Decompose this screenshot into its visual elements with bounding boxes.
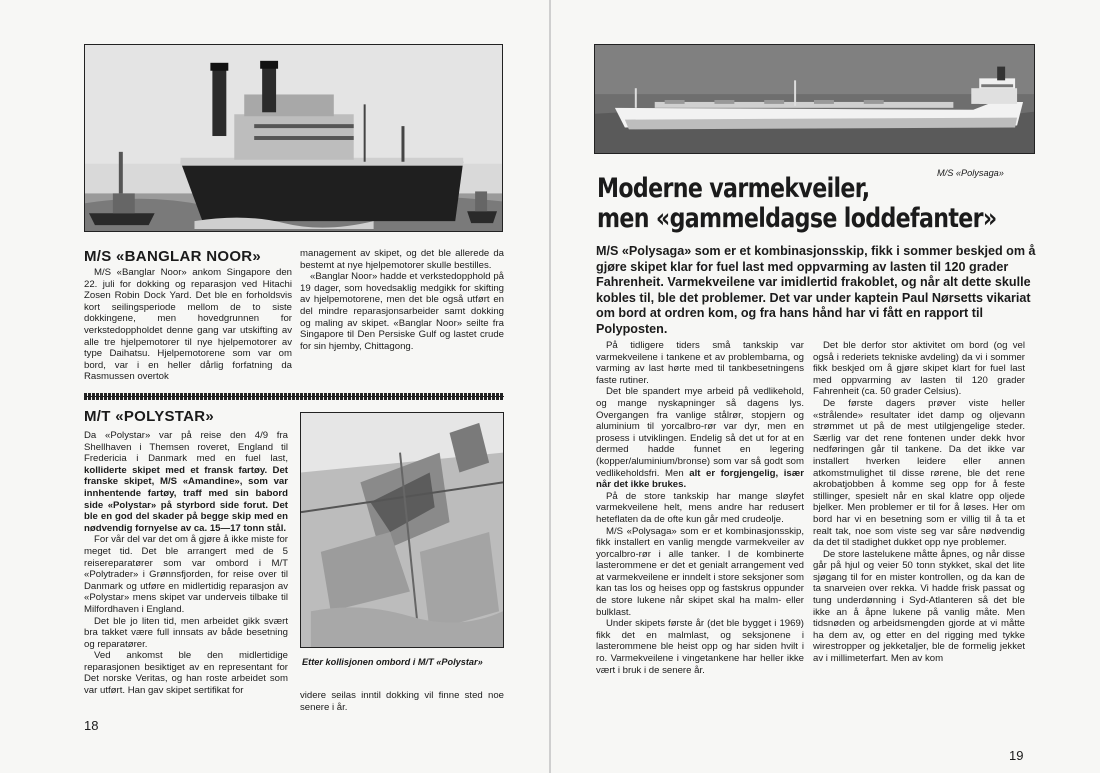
heading-banglar-noor: M/S «BANGLAR NOOR»: [84, 248, 262, 265]
headline-line-2: men «gammeldagse loddefanter»: [597, 203, 997, 234]
banglar-text-2: management av skipet, og det ble allerede da bestemt at nye hjelpemotorer skulle bestilles.: [300, 248, 504, 271]
article-text-2: [596, 386, 804, 490]
photo-polysaga: [594, 44, 1035, 154]
page-19: [551, 0, 1100, 773]
page-number-left: 18: [84, 718, 99, 733]
article-text-2a: Det ble spandert mye arbeid på vedlikehold, og mange nyskapninger så dagens lys. Overgangen fra vanlige stålrør, stopjern og aluminium til yorcalbro-rør var dyr, men en prosess i utviklingen. Endelig så det ut for at en dermed hadde funnet en legering (kopper/aluminium/bronse) som var så godt som vedlikeholdsfri. Men: [596, 386, 804, 479]
polystar-col-1: [84, 430, 288, 714]
banglar-col-2: [300, 248, 504, 388]
section-divider: [84, 393, 504, 400]
polystar-text-1a: Da «Polystar» var på reise den 4/9 fra Shellhaven i Themsen roveret, England til Fredericia i Danmark med en fuel last,: [84, 430, 288, 465]
page-18: [0, 0, 549, 773]
article-text-7: De første dagers prøver viste heller «strålende» resultater idet damp og oljevann strømmet ut på de mest utilgjengelige steder. Særlig var det rene fontenen under dekk hvor nedføringen går til tankene. Da det ikke var installert hverken leidere eller annen atkomstmulighet til disse rørene, ble det rene akrobatjobben å komme seg opp for å feste stillinger, spesielt når en skal klatre opp oljede bjelker. Men problemer er til for å løses. Her om bord har vi en besetning som er villig til å ta et realt tak, noe som viste seg var såre nødvendig da det til stadighet dukket opp nye problemer.: [813, 397, 1025, 549]
page-number-right: 19: [1009, 748, 1024, 763]
polystar-text-1b: kolliderte skipet med et fransk fartøy. Det franske skipet, M/S «Amandine», som var innhentende fartøy, traff med sin babord side «Polystar» på styrbord side forut. Det ble en god del skader på begge skip med en nødvendig fornyelse av ca. 15—17 tonn stål.: [84, 464, 288, 534]
article-text-8: De store lastelukene måtte åpnes, og når disse går på hjul og veier 50 tonn stykket, skal det lite sjøgang til for en mister kontrollen, og da kan de ta snarveien over rekka. Vi hadde frisk passat og tung underdønning i Syd-Atlanteren så det ble ikke an å åpne lukene på vanlig måte. Men tidsnøden og arbeidsmengden gjorde at vi måtte ha dem av, og etter en del rigging med tykke wirestropper og jekketaljer, ble de formelig jekket av i millimeterfart. Men av kom: [813, 548, 1025, 665]
lead-paragraph: M/S «Polysaga» som er et kombinasjonsskip, fikk i sommer beskjed om å gjøre skipet klar for fuel last med oppvarming av lasten til 120 grader Fahrenheit. Varmekveilene var imidlertid frakoblet, og når alt dette skulle kobles til, ble det problemer. Det var under kaptein Paul Nørsetts vikariat om bord at ordren kom, og fra hans hånd har vi fått en rapport til Polyposten.: [596, 244, 1036, 336]
article-text-2b: alt er forgjengelig, især når det ikke brukes.: [596, 467, 804, 491]
banglar-text-3: «Banglar Noor» hadde et verkstedopphold på 19 dager, som hovedsaklig medgikk for skifting av hjelpemotorene, men det ble også utført en del mindre reparasjonsarbeider samt dokking og maling av skipet. «Banglar Noor» seilte fra Singapore til Den Persiske Gulf og lastet crude for sin hjemby, Chittagong.: [300, 271, 504, 352]
article-text-4: M/S «Polysaga» som er et kombinasjonsskip, fikk installert en vanlig mengde varmekveiler av yorcalbro-rør i alle tanker. I de kombinerte lasterommene er det et genialt arrangement ved at varmekveilene er inndelt i store seksjoner som kan tas los og heises opp og fastskrus oppunder de store lukene når skipet skal ha malm- eller bulklast.: [596, 525, 804, 618]
article-text-3: På de store tankskip har mange sløyfet varmekveilene helt, mens andre har redusert heteflaten da de ofte kun går med crudeolje.: [596, 490, 804, 525]
caption-polystar: Etter kollisjonen ombord i M/T «Polystar»: [302, 657, 483, 667]
photo-polystar-damage: [300, 412, 504, 648]
headline-line-1: Moderne varmekveiler,: [597, 173, 870, 204]
banglar-col-1: [84, 267, 292, 387]
polystar-text-4: Ved ankomst ble den midlertidige reparasjonen besiktiget av en representant for Det norske Veritas, og han roste arbeidet som var utført. Han gav skipet sertifikat for: [84, 650, 288, 697]
article-col-1: [596, 340, 804, 720]
caption-polysaga: M/S «Polysaga»: [937, 168, 1004, 178]
polystar-text-2: For vår del var det om å gjøre å ikke miste for meget tid. Det ble arrangert med de 5 reisereparatører som var ombord i M/T «Polytrader» i Grønnsfjorden, for reise over til Danmark og utføre en midlertidig reparasjon av «Polystar» mens skipet var underveis tilbake til Milfordhaven i England.: [84, 534, 288, 615]
article-text-5: Under skipets første år (det ble bygget i 1969) fikk det en malmlast, og seksjonene i lasterommene ble heist opp og har siden hvilt i ro. Varmekveilene i vingetankene har heller ikke vært i bruk i de senere år.: [596, 618, 804, 676]
polystar-text-3: Det ble jo liten tid, men arbeidet gikk svært bra takket være full innsats av både besetning og reparatører.: [84, 615, 288, 650]
heading-polystar: M/T «POLYSTAR»: [84, 408, 215, 425]
polystar-text-5: videre seilas inntil dokking vil finne sted noe senere i år.: [300, 690, 504, 713]
article-text-1: På tidligere tiders små tankskip var varmekveilene i tankene et av problembarna, og varming av last hørte med til tankbesetningens faste rutiner.: [596, 340, 804, 386]
article-text-6: Det ble derfor stor aktivitet om bord (og vel også i rederiets tekniske avdeling) da vi i sommer fikk beskjed om å gjøre skipet klart for fuel last med oppvarming av lasten til 120 grader Fahrenheit (ca. 50 grader Celsius).: [813, 340, 1025, 398]
polystar-col-2: [300, 690, 504, 720]
photo-banglar-noor: [84, 44, 503, 232]
polystar-text-1: [84, 430, 288, 534]
banglar-text-1: M/S «Banglar Noor» ankom Singapore den 22. juli for dokking og reparasjon ved Hitachi Zosen Robin Dock Yard. Det ble en forholdsvis kort seilingsperiode mellom de to siste dokkingene, men hovedgrunnen for verkstedoppholdet denne gang var utskifting av alle tre hjelpemotorer til nye hjelpemotorer av type Daihatsu. Hjelpemotorene som var om bord, var i en heller dårlig forfatning da Rasmussen overtok: [84, 267, 292, 383]
article-col-2: [813, 340, 1025, 725]
